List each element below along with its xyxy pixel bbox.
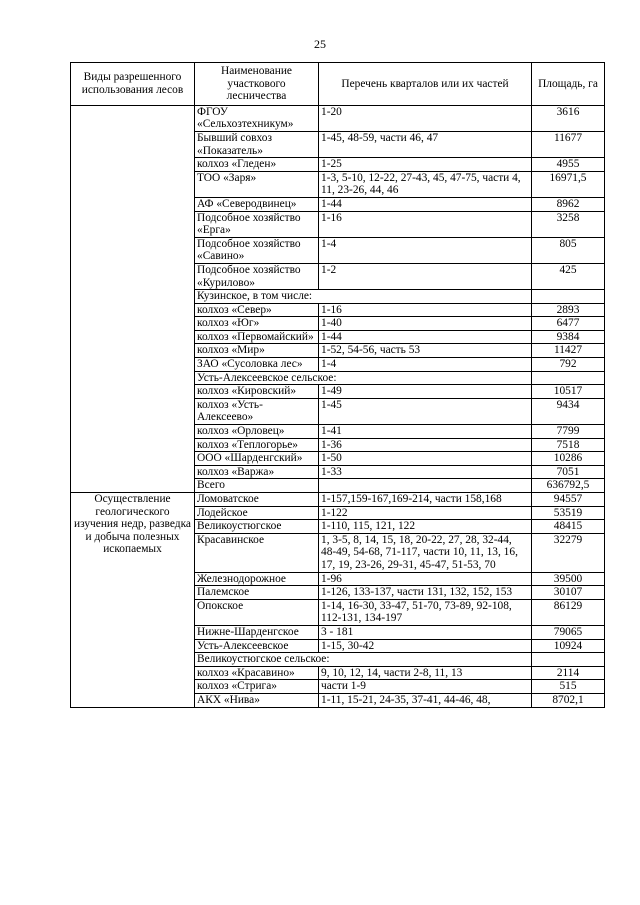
area-cell: 6477 <box>532 317 605 331</box>
forestry-name-cell: колхоз «Север» <box>195 303 319 317</box>
area-cell: 2114 <box>532 666 605 680</box>
quarters-cell: 1, 3-5, 8, 14, 15, 18, 20-22, 27, 28, 32-44, 48-49, 54-68, 71-117, части 10, 11, 13, 16, 17, 19, 23-26, 29-31, 45-47, 51-53, 70 <box>319 533 532 572</box>
forestry-name-cell: колхоз «Красавино» <box>195 666 319 680</box>
forestry-name-cell: Опокское <box>195 599 319 625</box>
area-cell: 7051 <box>532 465 605 479</box>
table-row <box>71 105 605 131</box>
quarters-cell: 1-16 <box>319 303 532 317</box>
page-number: 25 <box>314 37 326 51</box>
area-cell: 11427 <box>532 344 605 358</box>
header-forestry-name: Наименование участкового лесничества <box>195 63 319 106</box>
quarters-cell: 1-25 <box>319 158 532 172</box>
area-cell: 11677 <box>532 131 605 157</box>
area-cell: 805 <box>532 237 605 263</box>
quarters-cell: 1-20 <box>319 105 532 131</box>
forestry-name-cell: колхоз «Орловец» <box>195 425 319 439</box>
forestry-name-cell: Ломоватское <box>195 493 319 507</box>
use-type-cell <box>71 105 195 492</box>
area-cell: 79065 <box>532 625 605 639</box>
area-cell: 16971,5 <box>532 171 605 197</box>
table-header-row <box>71 63 605 106</box>
quarters-cell: части 1-9 <box>319 680 532 694</box>
quarters-cell: 1-4 <box>319 237 532 263</box>
subheader-cell: Великоустюгское сельское: <box>195 653 532 667</box>
forestry-name-cell: ТОО «Заря» <box>195 171 319 197</box>
quarters-cell: 1-122 <box>319 506 532 520</box>
forestry-name-cell: Нижне-Шарденгское <box>195 625 319 639</box>
area-cell: 48415 <box>532 520 605 534</box>
area-cell: 10924 <box>532 639 605 653</box>
header-area: Площадь, га <box>532 63 605 106</box>
forestry-name-cell: колхоз «Первомайский» <box>195 330 319 344</box>
quarters-cell: 1-3, 5-10, 12-22, 27-43, 45, 47-75, части 4, 11, 23-26, 44, 46 <box>319 171 532 197</box>
forestry-name-cell: ООО «Шарденгский» <box>195 452 319 466</box>
area-cell: 9384 <box>532 330 605 344</box>
quarters-cell: 9, 10, 12, 14, части 2-8, 11, 13 <box>319 666 532 680</box>
area-cell: 515 <box>532 680 605 694</box>
quarters-cell: 1-126, 133-137, части 131, 132, 152, 153 <box>319 586 532 600</box>
use-type-cell: Осуществление геологического изучения недр, разведка и добыча полезных ископаемых <box>71 493 195 708</box>
forestry-name-cell: Всего <box>195 479 319 493</box>
area-cell: 32279 <box>532 533 605 572</box>
area-cell: 2893 <box>532 303 605 317</box>
empty-area-cell <box>532 371 605 385</box>
forestry-name-cell: Лодейское <box>195 506 319 520</box>
quarters-cell: 1-15, 30-42 <box>319 639 532 653</box>
quarters-cell: 1-52, 54-56, часть 53 <box>319 344 532 358</box>
quarters-cell: 1-2 <box>319 263 532 289</box>
area-cell: 39500 <box>532 572 605 586</box>
quarters-cell: 1-44 <box>319 330 532 344</box>
forestry-name-cell: колхоз «Стрига» <box>195 680 319 694</box>
forestry-name-cell: Железнодорожное <box>195 572 319 586</box>
quarters-cell: 1-36 <box>319 438 532 452</box>
empty-area-cell <box>532 653 605 667</box>
forestry-name-cell: Палемское <box>195 586 319 600</box>
table-row <box>71 493 605 507</box>
forestry-name-cell: Подсобное хозяйство «Ерга» <box>195 211 319 237</box>
area-cell: 4955 <box>532 158 605 172</box>
forestry-name-cell: колхоз «Юг» <box>195 317 319 331</box>
area-cell: 3616 <box>532 105 605 131</box>
quarters-cell: 3 - 181 <box>319 625 532 639</box>
quarters-cell: 1-44 <box>319 197 532 211</box>
quarters-cell: 1-4 <box>319 358 532 372</box>
area-cell: 8962 <box>532 197 605 211</box>
quarters-cell <box>319 479 532 493</box>
forest-use-table <box>70 62 605 708</box>
quarters-cell: 1-110, 115, 121, 122 <box>319 520 532 534</box>
forestry-name-cell: колхоз «Мир» <box>195 344 319 358</box>
area-cell: 9434 <box>532 398 605 424</box>
quarters-cell: 1-45 <box>319 398 532 424</box>
quarters-cell: 1-96 <box>319 572 532 586</box>
forestry-name-cell: АФ «Северодвинец» <box>195 197 319 211</box>
area-cell: 53519 <box>532 506 605 520</box>
forestry-name-cell: колхоз «Усть-Алексеево» <box>195 398 319 424</box>
forestry-name-cell: колхоз «Гледен» <box>195 158 319 172</box>
forestry-name-cell: АКХ «Нива» <box>195 693 319 707</box>
area-cell: 792 <box>532 358 605 372</box>
area-cell: 636792,5 <box>532 479 605 493</box>
quarters-cell: 1-14, 16-30, 33-47, 51-70, 73-89, 92-108, 112-131, 134-197 <box>319 599 532 625</box>
area-cell: 94557 <box>532 493 605 507</box>
area-cell: 86129 <box>532 599 605 625</box>
forestry-name-cell: Подсобное хозяйство «Курилово» <box>195 263 319 289</box>
quarters-cell: 1-11, 15-21, 24-35, 37-41, 44-46, 48, <box>319 693 532 707</box>
quarters-cell: 1-33 <box>319 465 532 479</box>
quarters-cell: 1-45, 48-59, части 46, 47 <box>319 131 532 157</box>
quarters-cell: 1-157,159-167,169-214, части 158,168 <box>319 493 532 507</box>
area-cell: 3258 <box>532 211 605 237</box>
quarters-cell: 1-49 <box>319 385 532 399</box>
quarters-cell: 1-16 <box>319 211 532 237</box>
header-quarters: Перечень кварталов или их частей <box>319 63 532 106</box>
subheader-cell: Кузинское, в том числе: <box>195 290 532 304</box>
area-cell: 8702,1 <box>532 693 605 707</box>
area-cell: 7799 <box>532 425 605 439</box>
quarters-cell: 1-50 <box>319 452 532 466</box>
area-cell: 7518 <box>532 438 605 452</box>
forestry-name-cell: Бывший совхоз «Показатель» <box>195 131 319 157</box>
header-use-type: Виды разрешенного использования лесов <box>71 63 195 106</box>
forestry-name-cell: ФГОУ «Сельхозтехникум» <box>195 105 319 131</box>
empty-area-cell <box>532 290 605 304</box>
area-cell: 425 <box>532 263 605 289</box>
area-cell: 30107 <box>532 586 605 600</box>
forestry-name-cell: Красавинское <box>195 533 319 572</box>
area-cell: 10286 <box>532 452 605 466</box>
quarters-cell: 1-41 <box>319 425 532 439</box>
forestry-name-cell: Усть-Алексеевское <box>195 639 319 653</box>
forestry-name-cell: Великоустюгское <box>195 520 319 534</box>
subheader-cell: Усть-Алексеевское сельское: <box>195 371 532 385</box>
quarters-cell: 1-40 <box>319 317 532 331</box>
area-cell: 10517 <box>532 385 605 399</box>
forestry-name-cell: Подсобное хозяйство «Савино» <box>195 237 319 263</box>
forestry-name-cell: колхоз «Теплогорье» <box>195 438 319 452</box>
forestry-name-cell: ЗАО «Сусоловка лес» <box>195 358 319 372</box>
forestry-name-cell: колхоз «Кировский» <box>195 385 319 399</box>
forestry-name-cell: колхоз «Варжа» <box>195 465 319 479</box>
